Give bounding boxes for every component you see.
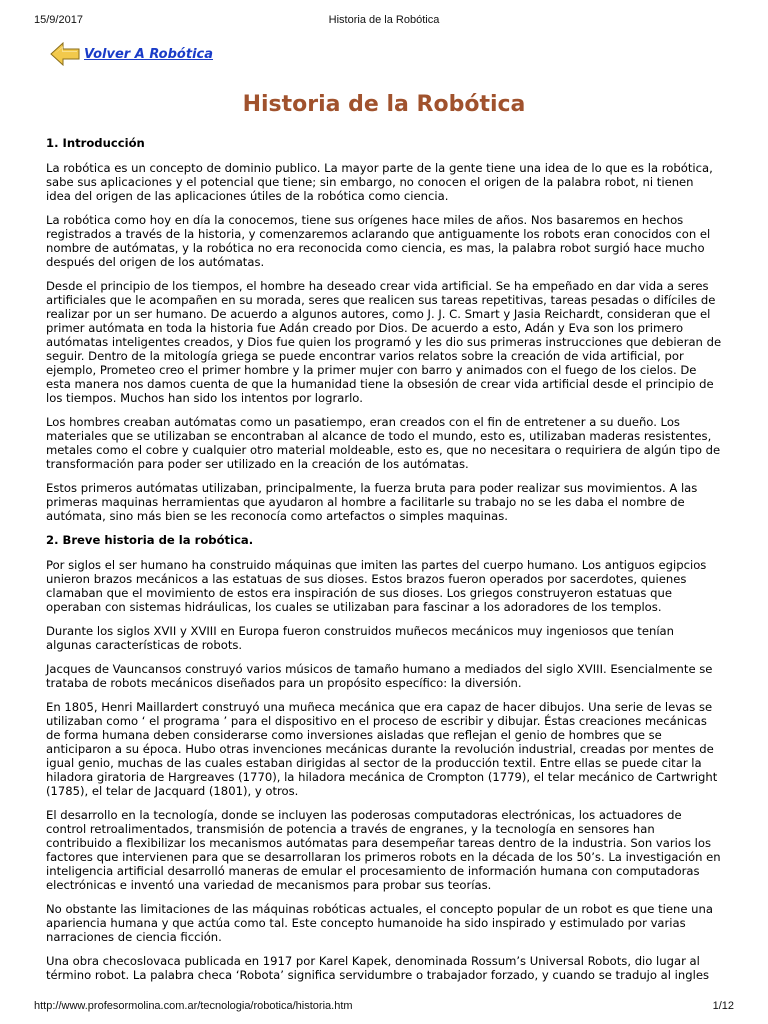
paragraph: Jacques de Vauncansos construyó varios músicos de tamaño humano a mediados del siglo XVIII. Esencialmente se trataba de robots mecánicos diseñados para un propósito específico: la diversión. bbox=[46, 662, 713, 690]
article-body bbox=[46, 136, 722, 992]
print-url: http://www.profesormolina.com.ar/tecnologia/robotica/historia.htm bbox=[34, 1000, 353, 1012]
paragraph: En 1805, Henri Maillardert construyó una muñeca mecánica que era capaz de hacer dibujos. Una serie de levas se utilizaban como ‘ el programa ’ para el dispositivo en el proceso de escribir y dibujar. Éstas creaciones mecánicas de forma humana deben considerarse como inversiones aisladas que reflejan el genio de hombres que se anticiparon a su época. Hubo otras invenciones mecánicas durante la revolución industrial, creadas por mentes de igual genio, muchas de las cuales estaban dirigidas al sector de la producción textil. Entre ellas se puede citar la hiladora giratoria de Hargreaves (1770), la hiladora mecánica de Crompton (1779), el telar mecánico de Cartwright (1785), el telar de Jacquard (1801), y otros. bbox=[46, 700, 718, 798]
section-heading: 2. Breve historia de la robótica. bbox=[46, 533, 254, 547]
print-title: Historia de la Robótica bbox=[328, 14, 440, 26]
back-link-label[interactable]: Volver A Robótica bbox=[84, 46, 213, 62]
paragraph: La robótica como hoy en día la conocemos, tiene sus orígenes hace miles de años. Nos basaremos en hechos registrados a través de la historia, y comenzaremos aclarando que antiguamente los robots eran conocidos con el nombre de autómatas, y la robótica no era reconocida como ciencia, es mas, la palabra robot surgió hace mucho después del origen de los autómatas. bbox=[46, 213, 711, 269]
page-number: 1/12 bbox=[712, 1000, 734, 1012]
print-header bbox=[34, 14, 734, 30]
paragraph: La robótica es un concepto de dominio publico. La mayor parte de la gente tiene una idea de lo que es la robótica, sabe sus aplicaciones y el potencial que tiene; sin embargo, no conocen el origen de la palabra robot, ni tienen idea del origen de las aplicaciones útiles de la robótica como ciencia. bbox=[46, 161, 713, 203]
paragraph: Una obra checoslovaca publicada en 1917 por Karel Kapek, denominada Rossum’s Universal Robots, dio lugar al término robot. La palabra checa ‘Robota’ significa servidumbre o trabajador forzado, y cuando se tradujo al ingles bbox=[46, 954, 710, 982]
page-title: Historia de la Robótica bbox=[242, 92, 526, 117]
print-footer bbox=[34, 1000, 734, 1014]
print-date: 15/9/2017 bbox=[34, 14, 83, 26]
paragraph: Durante los siglos XVII y XVIII en Europa fueron construidos muñecos mecánicos muy ingeniosos que tenían algunas características de robots. bbox=[46, 624, 675, 652]
section-heading: 1. Introducción bbox=[46, 136, 145, 150]
paragraph: Estos primeros autómatas utilizaban, principalmente, la fuerza bruta para poder realizar sus movimientos. A las primeras maquinas herramientas que ayudaron al hombre a facilitarle su trabajo no se les daba el nombre de autómata, sino más bien se les reconocía como artefactos o simples maquinas. bbox=[46, 481, 698, 523]
paragraph: Los hombres creaban autómatas como un pasatiempo, eran creados con el fin de entretener a su dueño. Los materiales que se utilizaban se encontraban al alcance de todo el mundo, esto es, utilizaban maderas resistentes, metales como el cobre y cualquier otro material moldeable, esto es, que no necesitara o requiriera de algún tipo de transformación para poder ser utilizado en la creación de los autómatas. bbox=[46, 415, 721, 471]
paragraph: No obstante las limitaciones de las máquinas robóticas actuales, el concepto popular de un robot es que tiene una apariencia humana y que actúa como tal. Este concepto humanoide ha sido inspirado y estimulado por varias narraciones de ciencia ficción. bbox=[46, 902, 713, 944]
paragraph: El desarrollo en la tecnología, donde se incluyen las poderosas computadoras electrónicas, los actuadores de control retroalimentados, transmisión de potencia a través de engranes, y la tecnología en sensores han contribuido a flexibilizar los mecanismos autómatas para desempeñar tareas dentro de la industria. Son varios los factores que intervienen para que se desarrollaran los primeros robots en la década de los 50’s. La investigación en inteligencia artificial desarrolló maneras de emular el procesamiento de información humana con computadoras electrónicas e inventó una variedad de mecanismos para probar sus teorías. bbox=[46, 808, 721, 892]
back-link[interactable] bbox=[50, 42, 213, 66]
paragraph: Por siglos el ser humano ha construido máquinas que imiten las partes del cuerpo humano. Los antiguos egipcios unieron brazos mecánicos a las estatuas de sus dioses. Estos brazos fueron operados por sacerdotes, quienes clamaban que el movimiento de estos era inspiración de sus dioses. Los griegos construyeron estatuas que operaban con sistemas hidráulicas, los cuales se utilizaban para fascinar a los adoradores de los templos. bbox=[46, 558, 707, 614]
arrow-left-icon bbox=[50, 42, 80, 66]
paragraph: Desde el principio de los tiempos, el hombre ha deseado crear vida artificial. Se ha empeñado en dar vida a seres artificiales que le acompañen en su morada, seres que realicen sus tareas repetitivas, tareas pesadas o difíciles de realizar por un ser humano. De acuerdo a algunos autores, como J. J. C. Smart y Jasia Reichardt, consideran que el primer autómata en toda la historia fue Adán creado por Dios. De acuerdo a esto, Adán y Eva son los primero autómatas inteligentes creados, y Dios fue quien los programó y les dio sus primeras instrucciones que debieran de seguir. Dentro de la mitología griega se puede encontrar varios relatos sobre la creación de vida artificial, por ejemplo, Prometeo creo el primer hombre y la primer mujer con barro y animados con el fuego de los cielos. De esta manera nos damos cuenta de que la humanidad tiene la obsesión de crear vida artificial desde el principio de los tiempos. Muchos han sido los intentos por lograrlo. bbox=[46, 279, 722, 405]
